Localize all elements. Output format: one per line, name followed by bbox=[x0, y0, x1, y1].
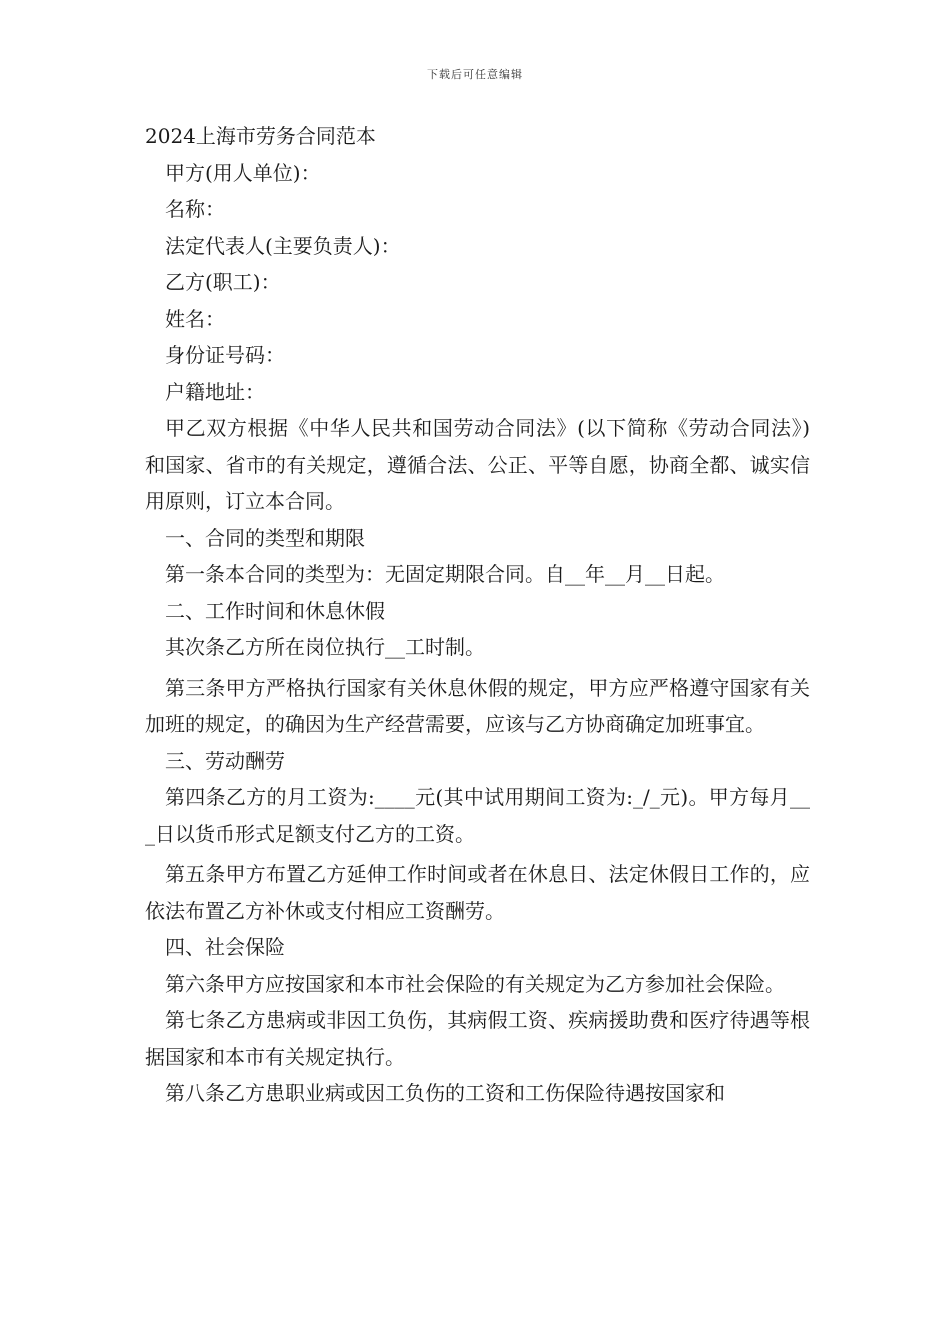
document-body bbox=[145, 118, 810, 1112]
section-heading-1: 一、合同的类型和期限 bbox=[165, 525, 365, 550]
article-3: 第三条甲方严格执行国家有关休息休假的规定，甲方应严格遵守国家有关加班的规定，的确因为生产经营需要，应该与乙方协商确定加班事宜。 bbox=[145, 675, 810, 736]
section-heading-3: 三、劳动酬劳 bbox=[165, 748, 285, 773]
legal-representative-field: 法定代表人(主要负责人)： bbox=[165, 233, 401, 258]
article-4: 第四条乙方的月工资为:____元(其中试用期间工资为:_/_元)。甲方每月___日以货币形式足额支付乙方的工资。 bbox=[145, 785, 810, 846]
article-2: 其次条乙方所在岗位执行__工时制。 bbox=[165, 635, 485, 659]
article-8: 第八条乙方患职业病或因工负伤的工资和工伤保险待遇按国家和 bbox=[165, 1081, 725, 1105]
party-b-name-field: 姓名： bbox=[165, 306, 225, 331]
id-number-field: 身份证号码： bbox=[165, 343, 285, 367]
article-6: 第六条甲方应按国家和本市社会保险的有关规定为乙方参加社会保险。 bbox=[165, 971, 785, 996]
page-header-note: 下载后可任意编辑 bbox=[427, 68, 523, 81]
article-5: 第五条甲方布置乙方延伸工作时间或者在休息日、法定休假日工作的，应依法布置乙方补休或支付相应工资酬劳。 bbox=[145, 862, 810, 923]
party-b-label: 乙方(职工)： bbox=[165, 270, 281, 294]
party-a-name-field: 名称： bbox=[165, 197, 225, 221]
section-heading-2: 二、工作时间和休息休假 bbox=[165, 598, 385, 623]
household-address-field: 户籍地址： bbox=[165, 379, 265, 404]
party-a-label: 甲方(用人单位)： bbox=[165, 160, 321, 185]
article-7: 第七条乙方患病或非因工负伤，其病假工资、疾病援助费和医疗待遇等根据国家和本市有关规定执行。 bbox=[145, 1008, 810, 1069]
section-heading-4: 四、社会保险 bbox=[165, 935, 285, 959]
preamble-paragraph: 甲乙双方根据《中华人民共和国劳动合同法》(以下简称《劳动合同法》)和国家、省市的有关规定，遵循合法、公正、平等自愿，协商全都、诚实信用原则，订立本合同。 bbox=[145, 416, 810, 513]
document-title: 2024上海市劳务合同范本 bbox=[145, 124, 376, 148]
article-1: 第一条本合同的类型为：无固定期限合同。自__年__月__日起。 bbox=[165, 562, 725, 586]
